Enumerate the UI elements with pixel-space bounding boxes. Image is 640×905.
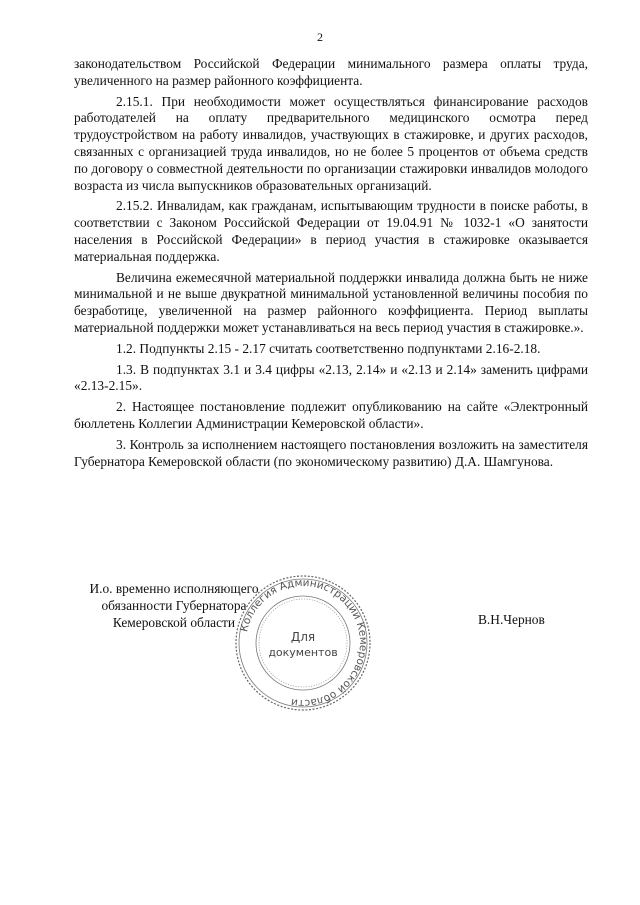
paragraph: 2.15.2. Инвалидам, как гражданам, испытывающим трудности в поиске работы, в соответствии с Законом Российской Федерации от 19.04.91 № 1032-1 «О занятости населения в Российской Федерации» в период участия в стажировке оказывается материальная поддержка. — [74, 198, 588, 264]
paragraph: 1.3. В подпунктах 3.1 и 3.4 цифры «2.13, 2.14» и «2.13 и 2.14» заменить цифрами «2.13-2.15». — [74, 361, 588, 394]
paragraph: 1.2. Подпункты 2.15 - 2.17 считать соответственно подпунктами 2.16-2.18. — [116, 340, 541, 356]
paragraph: Величина ежемесячной материальной поддержки инвалида должна быть не ниже минимальной и не выше двукратной минимальной установленной величины пособия по безработице, увеличенной на размер районного коэффициента. Период выплаты материальной поддержки может устанавливаться на весь период участия в стажировке.». — [74, 269, 588, 335]
stamp-ring-text: Коллегия Администрации Кемеровской области — [238, 576, 370, 710]
stamp-center-line1: Для — [290, 630, 316, 644]
signatory-name: В.Н.Чернов — [478, 612, 545, 627]
signature-title-line3: Кемеровской области — [112, 615, 236, 630]
official-stamp — [233, 573, 373, 713]
paragraph: 3. Контроль за исполнением настоящего постановления возложить на заместителя Губернатора Кемеровской области (по экономическому развитию) Д.А. Шамгунова. — [74, 436, 588, 469]
paragraph: законодательством Российской Федерации минимального размера оплаты труда, увеличенного на размер районного коэффициента. — [74, 56, 588, 88]
page-number: 2 — [317, 30, 323, 44]
paragraph: 2.15.1. При необходимости может осуществляться финансирование расходов работодателей на оплату предварительного медицинского осмотра перед трудоустройством на работу инвалидов, участвующих в стажировке, и других расходов, связанных с организацией труда инвалидов, но не более 5 процентов от объема средств по договору о совместной деятельности по организации стажировки инвалидов молодого возраста из числа выпускников образовательных организаций. — [74, 93, 588, 193]
stamp-center-line2: документов — [268, 646, 338, 659]
paragraph: 2. Настоящее постановление подлежит опубликованию на сайте «Электронный бюллетень Коллегии Администрации Кемеровской области». — [74, 399, 588, 431]
signature-title-line2: обязанности Губернатора — [101, 598, 247, 613]
document-body — [74, 56, 588, 474]
signature-title-line1: И.о. временно исполняющего — [89, 581, 259, 596]
